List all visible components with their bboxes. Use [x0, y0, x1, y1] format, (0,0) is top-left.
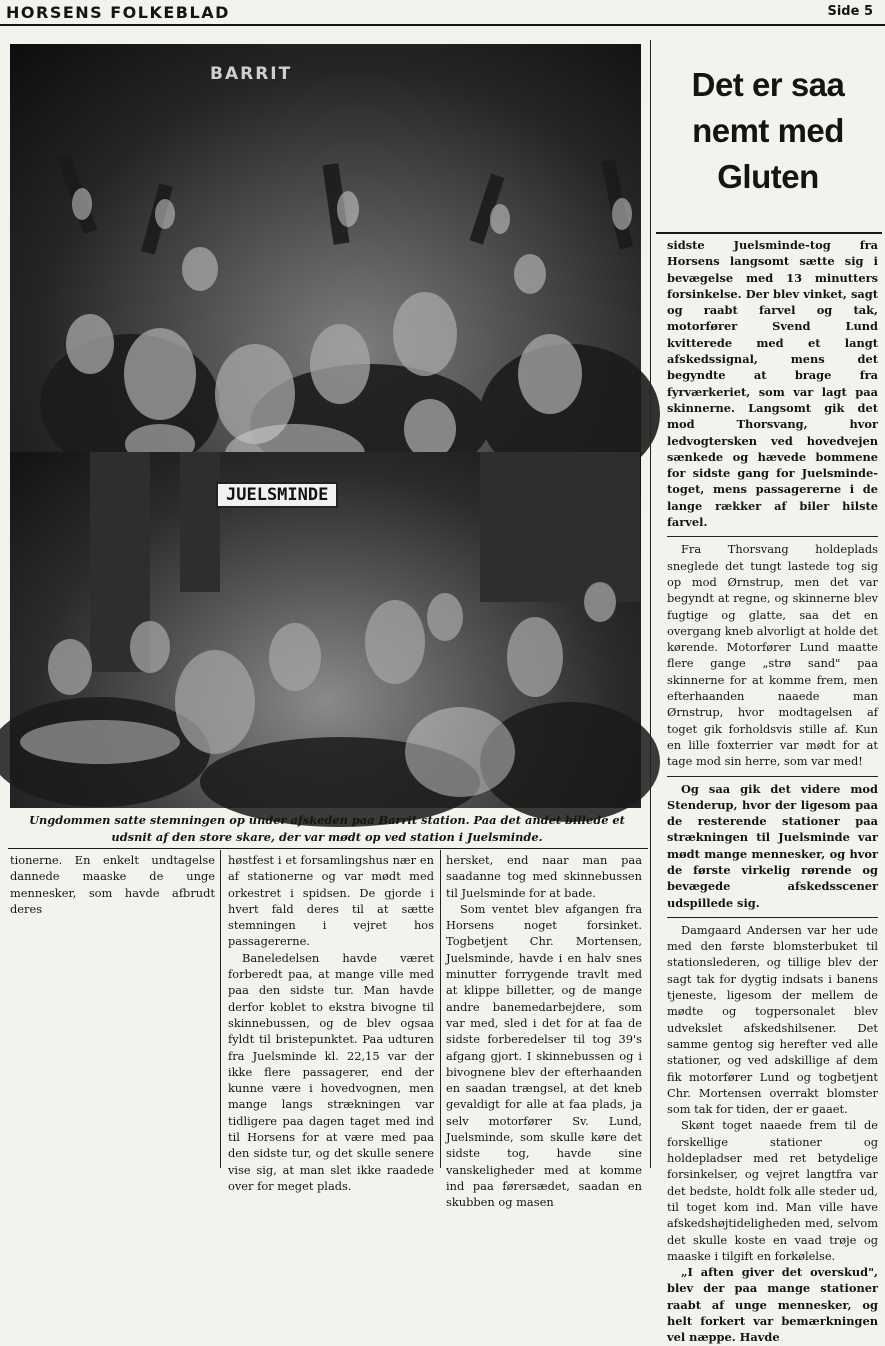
photo-barrit-station	[10, 44, 641, 452]
paragraph: Skønt toget naaede frem til de forskellige stationer og holdepladser med ret betydelige forsinkelser, og vejret langtfra var det bedste, holdt folk alle steder ud, til toget kom ind. Man ville have afskedshøjtideligheden med, selvom det skulle koste en vaad trøje og maaske i tilgift en forkølelse.	[667, 1118, 878, 1263]
column-divider	[650, 40, 651, 1168]
column-divider	[440, 850, 441, 1168]
article-column-3	[446, 852, 642, 1211]
headline-rule	[656, 232, 882, 234]
paragraph: Og saa gik det videre mod Stenderup, hvor der ligesom paa de resterende stationer paa strækningen til Juelsminde var mødt mange mennesker, og hvor de første virkelig rørende og bevægede afskedsscener udspillede sig.	[667, 781, 878, 910]
crowd-silhouettes	[10, 44, 641, 452]
headline-line: Det er saa	[691, 66, 845, 103]
paragraph: Fra Thorsvang holdeplads sneglede det tungt lastede tog sig op mod Ørnstrup, men det var begyndt at regne, og skinnerne blev fugtige og glatte, saa det en overgang kneb alvorligt at holde det kørende. Motorfører Lund maatte flere gange „strø sand" paa skinnerne for at komme frem, men efterhaanden naaede man Ørnstrup, hvor modtagelsen af toget gik forholdsvis stille af. Kun en lille foxterrier var mødt for at tage mod sin herre, som var med!	[667, 542, 878, 769]
headline-line: Gluten	[717, 158, 819, 195]
headline	[656, 62, 880, 200]
barrit-station-sign: BARRIT	[210, 64, 293, 84]
column-divider	[220, 850, 221, 1168]
paragraph: høstfest i et forsamlingshus nær en af stationerne og var mødt med orkestret i spidsen. De gjorde i hvert fald deres til at sætte stemningen i vejret hos passagererne.	[228, 853, 434, 949]
section	[667, 917, 878, 1346]
paragraph: tionerne. En enkelt undtagelse dannede maaske de unge mennesker, som havde afbrudt deres	[10, 853, 215, 916]
paragraph: Som ventet blev afgangen fra Horsens noget forsinket. Togbetjent Chr. Mortensen, Juelsminde, havde i en halv snes minutter forrygende travlt med at klippe billetter, og de mange andre banemedarbejdere, som var med, sled i det for at faa de sidste forberedelser til tog 39's afgang gjort. I skinnebussen og i bivognene blev der efterhaanden en saadan trængsel, at det kneb gevaldigt for alle at faa plads, ja selv motorfører Sv. Lund, Juelsminde, som skulle køre det sidste tog, havde sine vanskeligheder med at komme ind paa førersædet, saadan en skubben og masen	[446, 901, 642, 1210]
page-number: Side 5	[827, 4, 873, 19]
bold-section	[667, 776, 878, 911]
paragraph: „I aften giver det overskud", blev der paa mange stationer raabt af unge mennesker, og helt forkert var bemærkningen vel næppe. Havde	[667, 1265, 878, 1345]
article-right-column	[667, 237, 878, 1346]
caption-rule	[8, 848, 648, 849]
headline-line: nemt med	[692, 112, 844, 149]
masthead	[0, 0, 885, 26]
paragraph: sidste Juelsminde-tog fra Horsens langsomt sætte sig i bevægelse med 13 minutters forsinkelse. Der blev vinket, sagt og raabt farvel og tak, motorfører Svend Lund kvitterede med et langt afskedssignal, mens det begyndte at brage fra fyrværkeriet, som var lagt paa skinnerne. Langsomt gik det mod Thorsvang, hvor ledvogtersken ved hovedvejen sænkede og hævede bommene for sidste gang for Juelsminde-toget, mens passagererne i de lange rækker af biler hilste farvel.	[667, 238, 878, 530]
lead-section	[667, 237, 878, 530]
paragraph: Damgaard Andersen var her ude med den første blomsterbuket til stationslederen, og tillige blev der sagt tak for dygtig indsats i banens tjeneste, ligesom der mellem de mødte og togpersonalet blev udvekslet afskedshilsener. Det samme gentog sig herefter ved alle stationer, og ved adskillige af dem fik motorfører Lund og togbetjent Chr. Mortensen overrakt blomster som tak for tiden, der er gaaet.	[667, 922, 878, 1117]
article-column-1	[10, 852, 215, 917]
paper-name: HORSENS FOLKEBLAD	[6, 3, 230, 22]
paragraph: Baneledelsen havde været forberedt paa, at mange ville med paa den sidste tur. Man havde derfor koblet to ekstra bivogne til skinnebussen, og de blev ogsaa fyldt til bristepunktet. Paa udturen fra Juelsminde kl. 22,15 var der ikke flere passagerer, end der kunne være i hovedvognen, men mange langs strækningen var tidligere paa dagen taget med ind til Horsens for at være med paa den sidste tur, og det skulle senere vise sig, at man slet ikke raadede over for meget plads.	[228, 950, 434, 1193]
article-column-2	[228, 852, 434, 1194]
photo-caption: Ungdommen satte stemningen op under afskeden paa Barrit station. Paa det andet billede et udsnit af den store skare, der var mødt op ved station i Juelsminde.	[29, 813, 625, 844]
juelsminde-station-sign: JUELSMINDE	[216, 482, 338, 508]
photo-juelsminde-station	[10, 452, 641, 808]
paragraph: hersket, end naar man paa saadanne tog med skinnebussen til Juelsminde for at bade.	[446, 853, 642, 900]
section	[667, 536, 878, 769]
